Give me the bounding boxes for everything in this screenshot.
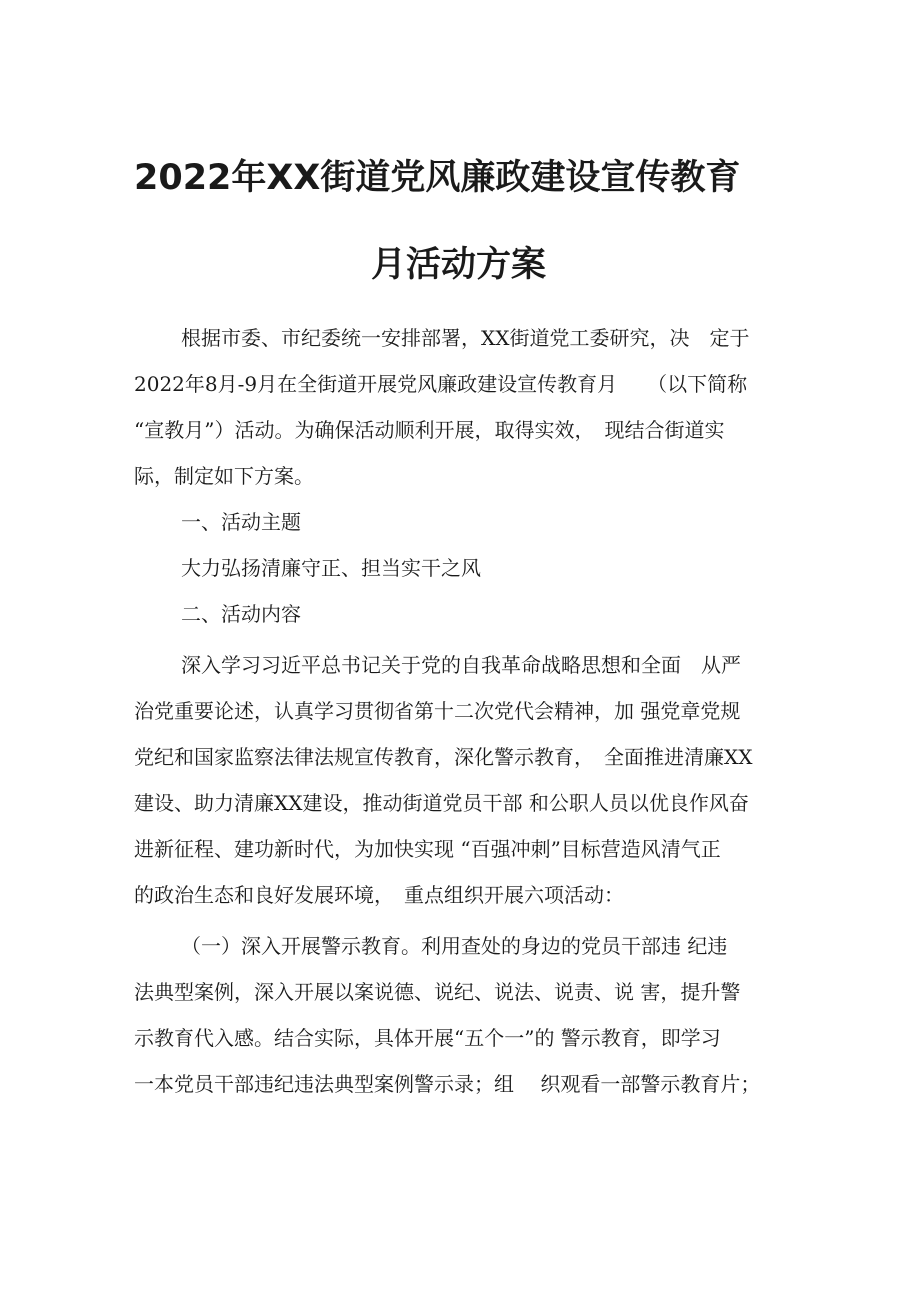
- body-line-15: 法典型案例，深入开展以案说德、说纪、说法、说责、说 害，提升警: [134, 980, 741, 1004]
- body-line-12: 进新征程、建功新时代，为加快实现 “百强冲刺”目标营造风清气正: [134, 837, 721, 861]
- body-line-3: “宣教月”）活动。为确保活动顺利开展，取得实效， 现结合街道实: [134, 418, 725, 442]
- theme-text: 大力弘扬清廉守正、担当实干之风: [181, 556, 481, 580]
- body-line-17: 一本党员干部违纪违法典型案例警示录；组 织观看一部警示教育片；: [134, 1072, 761, 1096]
- body-line-10: 党纪和国家监察法律法规宣传教育，深化警示教育， 全面推进清廉XX: [134, 745, 753, 769]
- body-line-1: 根据市委、市纪委统一安排部署，XX街道党工委研究，决 定于: [181, 326, 750, 350]
- section-heading-theme: 一、活动主题: [181, 510, 301, 534]
- document-title-line-2: 月活动方案: [371, 245, 547, 285]
- body-line-14: （一）深入开展警示教育。利用查处的身边的党员干部违 纪违: [181, 934, 728, 958]
- body-line-16: 示教育代入感。结合实际，具体开展“五个一”的 警示教育，即学习: [134, 1026, 721, 1050]
- body-line-11: 建设、助力清廉XX建设，推动街道党员干部 和公职人员以优良作风奋: [134, 791, 749, 815]
- body-line-9: 治党重要论述，认真学习贯彻省第十二次党代会精神，加 强党章党规: [134, 699, 741, 723]
- body-line-8: 深入学习习近平总书记关于党的自我革命战略思想和全面 从严: [181, 653, 741, 677]
- body-line-13: 的政治生态和良好发展环境， 重点组织开展六项活动：: [134, 883, 624, 907]
- body-line-2: 2022年8月-9月在全街道开展党风廉政建设宣传教育月 （以下简称: [134, 372, 748, 396]
- document-title-line-1: 2022年XX街道党风廉政建设宣传教育: [134, 158, 741, 198]
- body-line-4: 际，制定如下方案。: [134, 464, 314, 488]
- section-heading-content: 二、活动内容: [181, 602, 301, 626]
